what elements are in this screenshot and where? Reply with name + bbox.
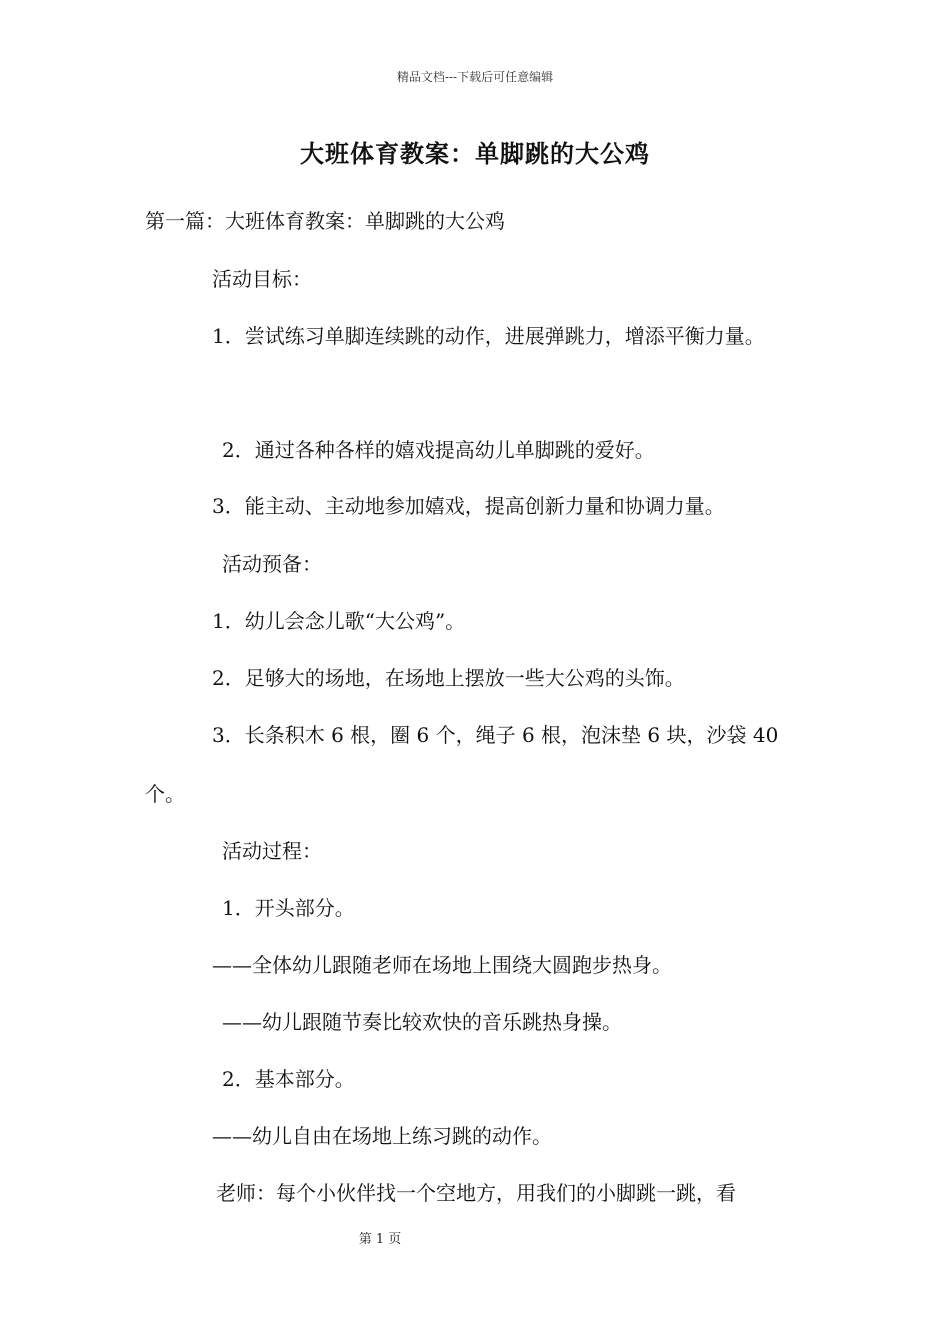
paragraph-line: ——全体幼儿跟随老师在场地上围绕大圆跑步热身。 xyxy=(212,953,672,977)
paragraph-line: 2．足够大的场地，在场地上摆放一些大公鸡的头饰。 xyxy=(212,666,685,690)
paragraph-line: 1．尝试练习单脚连续跳的动作，进展弹跳力，增添平衡力量。 xyxy=(212,324,765,348)
paragraph-line: 3．长条积木 6 根，圈 6 个，绳子 6 根，泡沫垫 6 块，沙袋 40 xyxy=(212,723,779,747)
paragraph-line: 3．能主动、主动地参加嬉戏，提高创新力量和协调力量。 xyxy=(212,494,725,518)
paragraph-line: ——幼儿自由在场地上练习跳的动作。 xyxy=(212,1124,552,1148)
page-header: 精品文档---下载后可任意编辑 xyxy=(396,70,554,84)
paragraph-line: 活动过程： xyxy=(222,839,322,863)
paragraph-line: 2．通过各种各样的嬉戏提高幼儿单脚跳的爱好。 xyxy=(222,438,655,462)
paragraph-line: 1．开头部分。 xyxy=(222,896,355,920)
section-heading: 第一篇：大班体育教案：单脚跳的大公鸡 xyxy=(145,209,505,233)
paragraph-line: ——幼儿跟随节奏比较欢快的音乐跳热身操。 xyxy=(222,1010,622,1034)
paragraph-line: 活动目标： xyxy=(212,267,312,291)
paragraph-line: 个。 xyxy=(145,782,185,806)
paragraph-line: 2．基本部分。 xyxy=(222,1067,355,1091)
paragraph-line: 老师：每个小伙伴找一个空地方，用我们的小脚跳一跳，看 xyxy=(216,1181,736,1205)
document-title: 大班体育教案：单脚跳的大公鸡 xyxy=(300,139,650,168)
paragraph-line: 1．幼儿会念儿歌“大公鸡”。 xyxy=(212,609,466,633)
paragraph-line: 活动预备： xyxy=(222,552,322,576)
page-footer: 第 1 页 xyxy=(358,1232,402,1247)
